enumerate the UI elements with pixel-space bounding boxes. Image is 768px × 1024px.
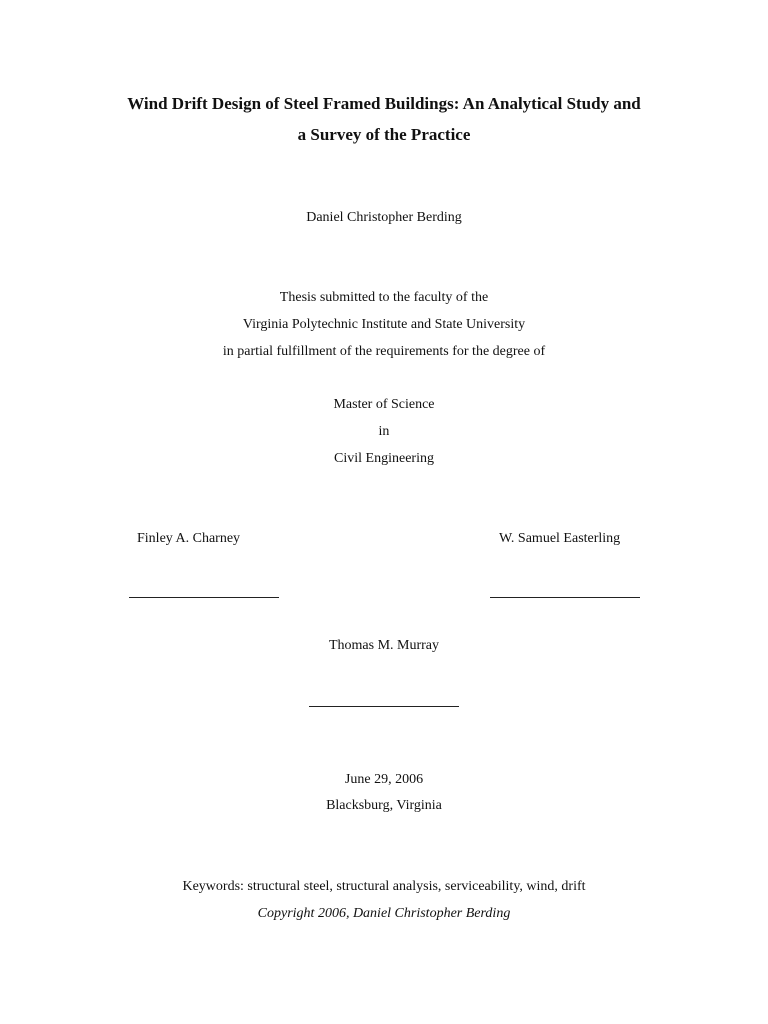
signature-line-center (309, 706, 459, 707)
degree-field: Civil Engineering (334, 451, 434, 466)
committee-member-left: Finley A. Charney (137, 531, 241, 546)
submission-line-1: Thesis submitted to the faculty of the (279, 290, 489, 305)
signature-line-right (490, 597, 640, 598)
degree-connector: in (378, 424, 390, 439)
thesis-title-line-1: Wind Drift Design of Steel Framed Buildings: An Analytical Study and (127, 94, 641, 113)
thesis-title-line-2: a Survey of the Practice (297, 125, 471, 144)
submission-line-2: Virginia Polytechnic Institute and State University (242, 317, 526, 332)
submission-line-3: in partial fulfillment of the requirements for the degree of (222, 344, 546, 359)
degree-name: Master of Science (333, 397, 435, 412)
committee-member-center: Thomas M. Murray (328, 638, 440, 653)
committee-member-right: W. Samuel Easterling (499, 531, 621, 546)
author-name: Daniel Christopher Berding (306, 210, 462, 225)
submission-date: June 29, 2006 (344, 772, 424, 787)
keywords: Keywords: structural steel, structural analysis, serviceability, wind, drift (182, 879, 586, 894)
submission-location: Blacksburg, Virginia (326, 798, 442, 813)
signature-line-left (129, 597, 279, 598)
copyright-notice: Copyright 2006, Daniel Christopher Berding (257, 906, 511, 921)
